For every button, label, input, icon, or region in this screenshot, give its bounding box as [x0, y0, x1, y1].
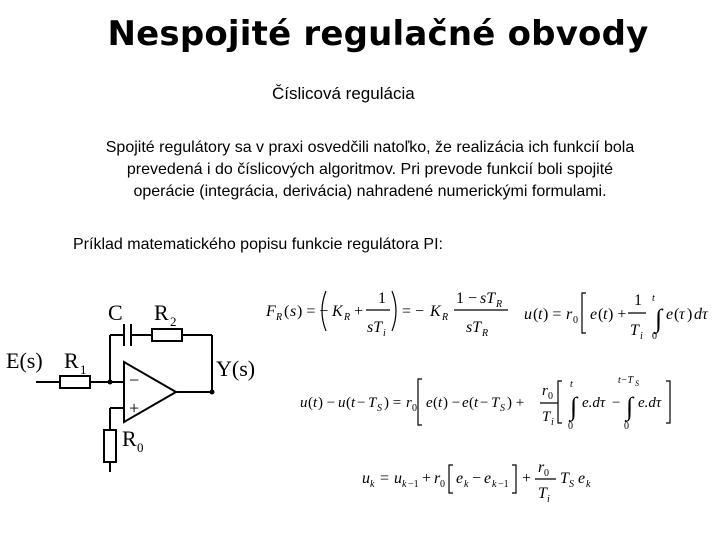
svg-text:T: T: [630, 322, 639, 339]
svg-text:u: u: [524, 306, 532, 323]
svg-text:0: 0: [652, 331, 657, 342]
svg-text:k: k: [492, 479, 497, 490]
svg-text:+: +: [354, 303, 364, 320]
svg-text:R: R: [276, 312, 283, 323]
svg-text:S: S: [569, 479, 574, 490]
svg-text:0: 0: [548, 391, 553, 402]
svg-text:0: 0: [440, 479, 445, 490]
svg-text:T: T: [560, 470, 569, 487]
svg-text:): ): [687, 306, 693, 323]
svg-text:−: −: [357, 395, 366, 411]
svg-text:=: =: [380, 470, 390, 487]
slide-subtitle: Číslicová regulácia: [272, 84, 415, 103]
svg-text:(: (: [598, 306, 604, 323]
input-label: E(s): [6, 348, 43, 373]
equation-continuous-form-text: u(t) = r_0 [ e(t) + (1/T_i) ∫_0^t e(τ) dτ ]: [524, 285, 540, 286]
svg-text:r: r: [406, 395, 412, 411]
svg-text:k: k: [402, 479, 407, 490]
svg-text:sT: sT: [466, 319, 482, 336]
svg-text:0: 0: [624, 421, 629, 432]
svg-text:∫: ∫: [570, 392, 578, 421]
svg-text:(: (: [433, 395, 438, 411]
svg-text:(: (: [469, 395, 474, 411]
svg-text:−: −: [612, 395, 621, 411]
resistor2-label: R: [154, 300, 169, 325]
svg-text:R: R: [482, 328, 489, 339]
svg-text:t: t: [313, 395, 318, 411]
svg-text:T: T: [542, 409, 551, 425]
pi-circuit-diagram: [0, 290, 265, 480]
svg-text:u: u: [338, 395, 346, 411]
equation-continuous-form: [524, 285, 714, 341]
svg-text:T: T: [491, 395, 500, 411]
svg-text:e: e: [666, 306, 674, 323]
equation-discrete-form-text: u_k = u_(k−1) + r_0 [ e_k − e_(k−1) ] + (r_0/T_i) T_S e_k: [360, 455, 385, 456]
equation-transfer-function-text: F_R(s) = −(K_R + 1/(sT_i)) = −K_R · (1 − sT_R)/(sT_R): [262, 283, 286, 284]
svg-text:r: r: [538, 459, 545, 476]
svg-text:+: +: [422, 470, 432, 487]
paragraph-line-1: Spojité regulátory sa v praxi osvedčili natoľko, že realizácia ich funkcií bola: [105, 139, 635, 156]
svg-text:−1: −1: [408, 479, 419, 490]
svg-text:R: R: [496, 299, 503, 310]
svg-text:) −: ) −: [443, 395, 461, 411]
svg-text:) =: ) =: [384, 395, 402, 411]
example-intro: Príklad matematického popisu funkcie regulátora PI:: [73, 236, 443, 253]
svg-text:e: e: [484, 470, 492, 487]
inverting-sign: −: [129, 370, 140, 390]
svg-text:) =: ) =: [543, 306, 562, 323]
svg-text:k: k: [464, 479, 469, 490]
svg-text:1: 1: [378, 290, 386, 307]
svg-text:R: R: [344, 312, 351, 323]
svg-text:t: t: [570, 379, 573, 390]
resistor1-label: R: [64, 348, 79, 373]
output-label: Y(s): [216, 356, 256, 381]
svg-text:−1: −1: [498, 479, 509, 490]
equation-difference-form-text: u(t) − u(t − T_S) = r_0 [ e(t) − e(t − T_S) + (r_0/T_i) ( ∫_0^t e.dτ − ∫_0^(t−T_S) e.dτ ) ]: [300, 373, 336, 374]
svg-text:S: S: [500, 403, 505, 414]
svg-text:u: u: [300, 395, 308, 411]
svg-text:F: F: [266, 303, 276, 320]
svg-text:0: 0: [573, 315, 578, 326]
svg-text:t−T: t−T: [618, 375, 634, 386]
svg-text:+: +: [522, 470, 532, 487]
svg-text:−: −: [472, 470, 482, 487]
svg-text:e.dτ: e.dτ: [582, 395, 606, 411]
svg-text:0: 0: [568, 421, 573, 432]
svg-text:k: k: [586, 479, 591, 490]
svg-text:S: S: [377, 403, 382, 414]
equation-difference-form: [300, 373, 672, 433]
svg-text:i: i: [551, 417, 554, 428]
svg-text:1 −: 1 −: [456, 290, 478, 307]
svg-text:τ: τ: [679, 306, 685, 323]
svg-text:i: i: [383, 328, 386, 339]
svg-text:R: R: [442, 312, 449, 323]
resistor1-subscript: 1: [80, 362, 87, 377]
equation-transfer-function: [262, 283, 522, 339]
svg-text:t: t: [652, 293, 655, 304]
svg-text:i: i: [547, 494, 550, 505]
svg-text:dτ: dτ: [694, 306, 708, 323]
svg-text:K: K: [332, 303, 343, 320]
svg-text:T: T: [368, 395, 377, 411]
svg-text:r: r: [434, 470, 441, 487]
svg-text:sT: sT: [367, 319, 383, 336]
paragraph-line-3: operácie (integrácia, derivácia) nahradené numerickými formulami.: [133, 183, 607, 200]
svg-text:t: t: [603, 306, 608, 323]
resistor0-label: R: [122, 426, 137, 451]
equation-discrete-form: [360, 455, 610, 505]
svg-text:1: 1: [634, 292, 642, 309]
svg-text:sT: sT: [480, 290, 496, 307]
svg-text:e: e: [590, 306, 598, 323]
slide-title: Nespojité regulačné obvody: [107, 14, 649, 54]
resistor-r0: [104, 430, 116, 462]
svg-text:e: e: [462, 395, 469, 411]
svg-text:r: r: [542, 383, 548, 399]
svg-text:) −: ) −: [318, 395, 336, 411]
svg-text:t: t: [538, 306, 543, 323]
svg-text:) = −: ) = −: [297, 303, 329, 320]
svg-text:k: k: [370, 479, 375, 490]
intro-paragraph: [60, 137, 680, 203]
svg-text:0: 0: [544, 468, 549, 479]
svg-text:i: i: [640, 331, 643, 342]
svg-text:−: −: [480, 395, 489, 411]
noninverting-sign: +: [129, 398, 140, 418]
svg-text:(: (: [284, 303, 290, 320]
svg-text:(: (: [308, 395, 313, 411]
svg-text:e.dτ: e.dτ: [638, 395, 662, 411]
svg-text:e: e: [426, 395, 433, 411]
svg-text:T: T: [538, 485, 547, 502]
svg-text:∫: ∫: [626, 392, 634, 421]
resistor2-subscript: 2: [170, 314, 177, 329]
svg-text:) +: ) +: [507, 395, 525, 411]
svg-text:(: (: [533, 306, 539, 323]
resistor0-subscript: 0: [137, 440, 144, 455]
svg-text:r: r: [566, 306, 573, 323]
svg-text:S: S: [635, 379, 639, 388]
resistor-r2: [152, 329, 182, 341]
svg-text:= −: = −: [402, 303, 425, 320]
svg-text:u: u: [362, 470, 370, 487]
svg-text:(: (: [674, 306, 680, 323]
svg-text:) +: ) +: [608, 306, 627, 323]
capacitor-label: C: [108, 300, 123, 325]
svg-text:∫: ∫: [655, 304, 663, 333]
svg-text:t: t: [438, 395, 443, 411]
svg-text:t: t: [474, 395, 479, 411]
paragraph-line-2: prevedená i do číslicových algoritmov. Pri prevode funkcií boli spojité: [126, 161, 614, 178]
svg-text:u: u: [394, 470, 402, 487]
svg-text:(: (: [346, 395, 351, 411]
svg-text:K: K: [430, 303, 441, 320]
svg-text:e: e: [456, 470, 464, 487]
svg-text:0: 0: [412, 403, 417, 414]
svg-text:e: e: [578, 470, 586, 487]
resistor-r1: [60, 376, 90, 388]
svg-text:t: t: [351, 395, 356, 411]
svg-text:s: s: [290, 303, 297, 320]
